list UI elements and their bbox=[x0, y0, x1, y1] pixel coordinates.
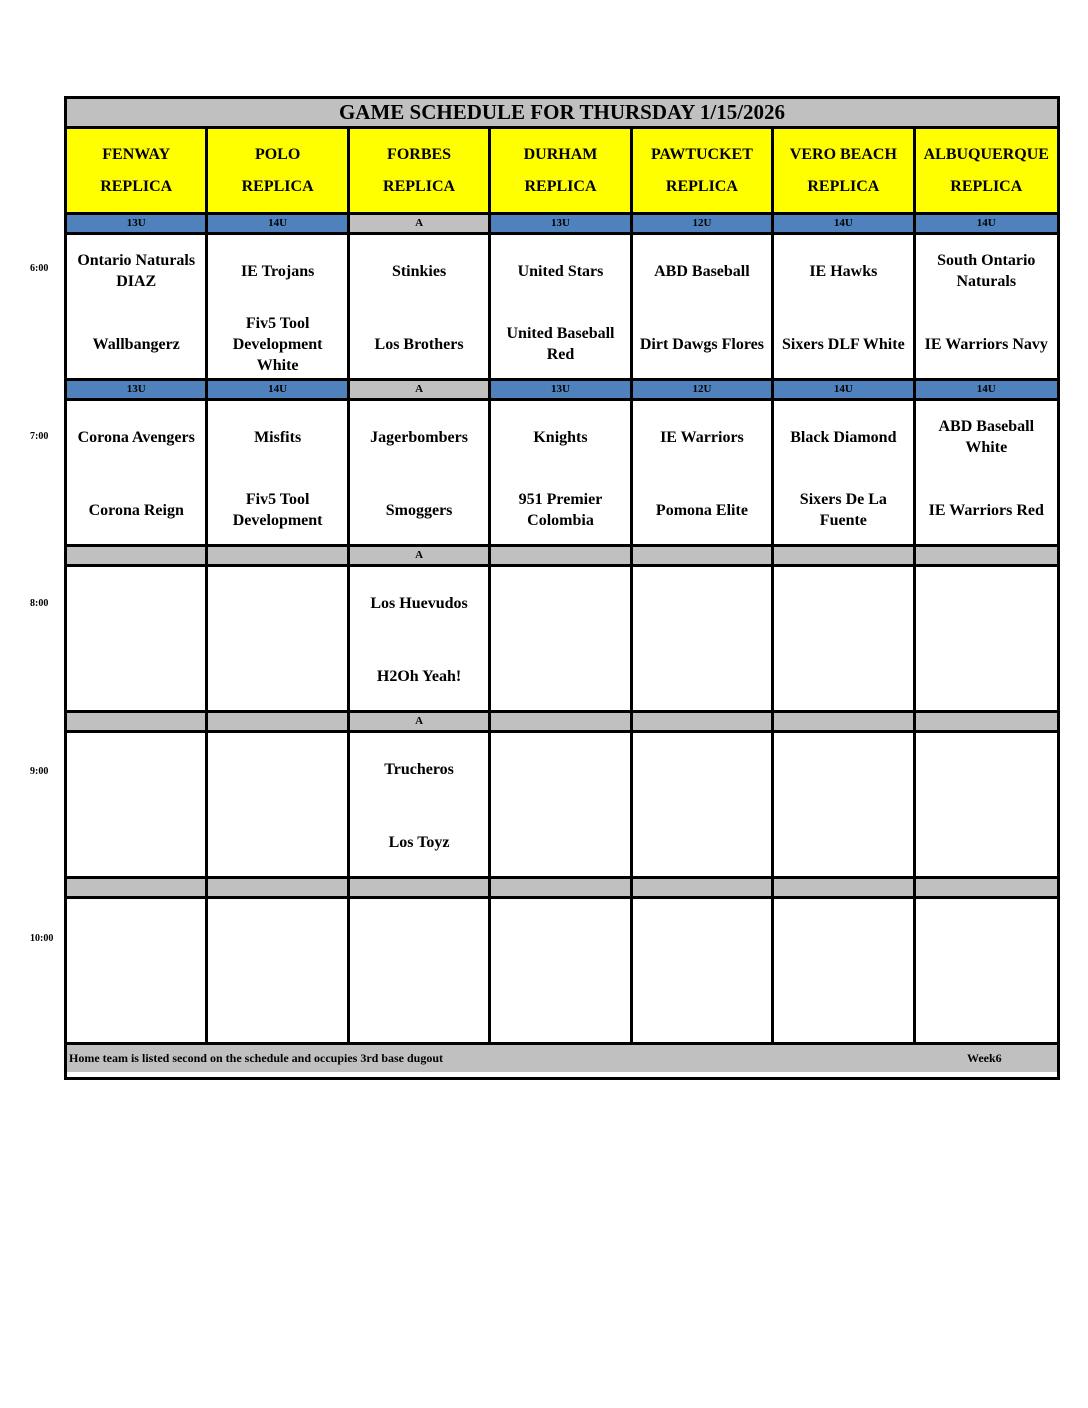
home-team bbox=[491, 643, 629, 709]
game-cell bbox=[774, 401, 915, 547]
game-cell bbox=[633, 733, 774, 879]
home-team bbox=[774, 975, 912, 1041]
game-cell bbox=[491, 899, 632, 1045]
time-label-6pm: 6:00 bbox=[30, 263, 49, 274]
division-cell bbox=[774, 713, 915, 733]
home-team bbox=[67, 975, 205, 1041]
home-team bbox=[491, 809, 629, 875]
game-cell bbox=[67, 235, 208, 381]
game-cell bbox=[208, 899, 349, 1045]
footer-note: Home team is listed second on the schedule and occupies 3rd base dugout bbox=[69, 1051, 444, 1065]
home-team: United Baseball Red bbox=[506, 325, 615, 363]
field-name: POLO bbox=[254, 145, 301, 163]
home-team: Smoggers bbox=[385, 501, 453, 519]
home-team bbox=[67, 809, 205, 875]
home-team bbox=[491, 975, 629, 1041]
division-cell: 14U bbox=[208, 215, 349, 235]
away-team: Los Huevudos bbox=[370, 594, 468, 612]
away-team bbox=[633, 570, 771, 636]
division-cell bbox=[633, 547, 774, 567]
division-cell: 14U bbox=[774, 381, 915, 401]
away-team: IE Hawks bbox=[809, 262, 878, 280]
field-name: ALBUQUERQUE bbox=[923, 145, 1049, 163]
division-cell: A bbox=[350, 215, 491, 235]
away-team: IE Warriors bbox=[660, 428, 744, 446]
division-cell bbox=[491, 713, 632, 733]
away-team bbox=[350, 902, 488, 968]
field-name: PAWTUCKET bbox=[650, 145, 753, 163]
division-cell bbox=[916, 713, 1057, 733]
division-cell: 12U bbox=[633, 381, 774, 401]
game-cell bbox=[208, 235, 349, 381]
home-team bbox=[633, 643, 771, 709]
away-team: Stinkies bbox=[391, 262, 447, 280]
field-header bbox=[491, 129, 632, 215]
division-cell: 14U bbox=[208, 381, 349, 401]
home-team: Fiv5 Tool Development bbox=[232, 491, 323, 529]
division-cell bbox=[208, 713, 349, 733]
home-team bbox=[208, 809, 346, 875]
division-cell bbox=[491, 547, 632, 567]
game-cell bbox=[208, 567, 349, 713]
division-cell bbox=[916, 547, 1057, 567]
division-cell: A bbox=[350, 381, 491, 401]
away-team bbox=[774, 902, 912, 968]
away-team bbox=[916, 736, 1057, 802]
away-team: IE Trojans bbox=[240, 262, 315, 280]
home-team bbox=[350, 975, 488, 1041]
away-team: Trucheros bbox=[384, 760, 454, 778]
division-cell bbox=[67, 547, 208, 567]
home-team: Fiv5 Tool Development White bbox=[232, 314, 323, 374]
game-cell bbox=[774, 733, 915, 879]
away-team: Black Diamond bbox=[790, 428, 897, 446]
division-cell bbox=[350, 879, 491, 899]
home-team: Los Brothers bbox=[374, 335, 464, 353]
game-cell bbox=[350, 899, 491, 1045]
division-cell bbox=[67, 879, 208, 899]
game-cell bbox=[916, 733, 1057, 879]
home-team bbox=[633, 975, 771, 1041]
game-cell bbox=[350, 567, 491, 713]
division-cell: 12U bbox=[633, 215, 774, 235]
game-cell bbox=[916, 401, 1057, 547]
away-team: ABD Baseball White bbox=[938, 418, 1035, 456]
division-cell: A bbox=[350, 547, 491, 567]
field-subtitle: REPLICA bbox=[524, 177, 597, 195]
game-cell bbox=[916, 567, 1057, 713]
away-team bbox=[208, 902, 346, 968]
home-team bbox=[67, 643, 205, 709]
field-name: FORBES bbox=[387, 145, 452, 163]
game-cell bbox=[208, 733, 349, 879]
time-label-7pm: 7:00 bbox=[30, 431, 49, 442]
game-cell bbox=[774, 567, 915, 713]
game-cell bbox=[633, 401, 774, 547]
away-team bbox=[491, 902, 629, 968]
home-team: Los Toyz bbox=[388, 833, 450, 851]
time-column bbox=[0, 0, 64, 1408]
away-team: United Stars bbox=[517, 262, 604, 280]
schedule-title: GAME SCHEDULE FOR THURSDAY 1/15/2026 bbox=[67, 99, 1057, 129]
away-team bbox=[491, 736, 629, 802]
game-cell bbox=[67, 733, 208, 879]
field-header bbox=[774, 129, 915, 215]
game-cell bbox=[774, 235, 915, 381]
away-team bbox=[208, 736, 346, 802]
schedule-table bbox=[64, 96, 1060, 1080]
field-header bbox=[67, 129, 208, 215]
game-cell bbox=[491, 235, 632, 381]
field-header bbox=[208, 129, 349, 215]
away-team bbox=[491, 570, 629, 636]
game-cell bbox=[67, 401, 208, 547]
home-team: IE Warriors Red bbox=[928, 501, 1044, 519]
home-team: 951 Premier Colombia bbox=[518, 491, 603, 529]
game-cell bbox=[774, 899, 915, 1045]
home-team bbox=[774, 643, 912, 709]
game-cell bbox=[67, 567, 208, 713]
away-team bbox=[916, 570, 1057, 636]
away-team bbox=[633, 902, 771, 968]
time-label-9pm: 9:00 bbox=[30, 766, 49, 777]
field-name: VERO BEACH bbox=[789, 145, 897, 163]
home-team: Dirt Dawgs Flores bbox=[639, 335, 764, 353]
away-team bbox=[916, 902, 1057, 968]
division-cell bbox=[774, 547, 915, 567]
division-cell bbox=[491, 879, 632, 899]
home-team: Wallbangerz bbox=[92, 335, 180, 353]
game-cell bbox=[350, 235, 491, 381]
away-team: ABD Baseball bbox=[654, 262, 750, 280]
away-team: Misfits bbox=[254, 428, 302, 446]
field-header bbox=[633, 129, 774, 215]
division-cell: 13U bbox=[491, 215, 632, 235]
division-cell bbox=[916, 879, 1057, 899]
home-team bbox=[208, 975, 346, 1041]
division-cell: 14U bbox=[916, 215, 1057, 235]
home-team: H2Oh Yeah! bbox=[376, 667, 462, 685]
division-cell: 13U bbox=[67, 381, 208, 401]
game-cell bbox=[916, 235, 1057, 381]
home-team: Pomona Elite bbox=[655, 501, 748, 519]
time-label-10pm: 10:00 bbox=[30, 933, 54, 944]
field-name: FENWAY bbox=[102, 145, 171, 163]
division-cell bbox=[208, 879, 349, 899]
away-team: Corona Avengers bbox=[77, 428, 195, 446]
game-cell bbox=[208, 401, 349, 547]
away-team bbox=[774, 736, 912, 802]
division-cell bbox=[208, 547, 349, 567]
division-cell bbox=[633, 713, 774, 733]
game-cell bbox=[491, 401, 632, 547]
game-cell bbox=[633, 899, 774, 1045]
away-team bbox=[67, 736, 205, 802]
field-header bbox=[916, 129, 1057, 215]
game-cell bbox=[633, 235, 774, 381]
home-team bbox=[916, 643, 1057, 709]
division-cell bbox=[633, 879, 774, 899]
schedule-footer bbox=[67, 1045, 1057, 1072]
home-team: Sixers De La Fuente bbox=[799, 491, 887, 529]
home-team bbox=[916, 809, 1057, 875]
game-cell bbox=[491, 567, 632, 713]
game-cell bbox=[67, 899, 208, 1045]
home-team: IE Warriors Navy bbox=[924, 335, 1048, 353]
division-cell: 13U bbox=[491, 381, 632, 401]
division-cell: 14U bbox=[774, 215, 915, 235]
field-subtitle: REPLICA bbox=[665, 177, 738, 195]
home-team bbox=[774, 809, 912, 875]
field-subtitle: REPLICA bbox=[383, 177, 456, 195]
away-team bbox=[67, 902, 205, 968]
field-subtitle: REPLICA bbox=[100, 177, 173, 195]
division-cell bbox=[67, 713, 208, 733]
time-label-8pm: 8:00 bbox=[30, 598, 49, 609]
home-team: Sixers DLF White bbox=[782, 335, 905, 353]
division-cell: 13U bbox=[67, 215, 208, 235]
game-cell bbox=[350, 733, 491, 879]
week-label: Week6 bbox=[967, 1051, 1002, 1065]
home-team bbox=[208, 643, 346, 709]
away-team: South Ontario Naturals bbox=[937, 252, 1036, 290]
away-team: Ontario Naturals DIAZ bbox=[77, 252, 196, 290]
division-cell bbox=[774, 879, 915, 899]
field-subtitle: REPLICA bbox=[807, 177, 880, 195]
away-team bbox=[774, 570, 912, 636]
away-team: Jagerbombers bbox=[370, 428, 468, 446]
game-cell bbox=[633, 567, 774, 713]
away-team bbox=[633, 736, 771, 802]
away-team bbox=[67, 570, 205, 636]
division-cell: 14U bbox=[916, 381, 1057, 401]
field-subtitle: REPLICA bbox=[950, 177, 1023, 195]
field-header bbox=[350, 129, 491, 215]
game-cell bbox=[491, 733, 632, 879]
game-cell bbox=[916, 899, 1057, 1045]
field-name: DURHAM bbox=[523, 145, 598, 163]
away-team bbox=[208, 570, 346, 636]
home-team: Corona Reign bbox=[88, 501, 184, 519]
field-subtitle: REPLICA bbox=[241, 177, 314, 195]
home-team bbox=[916, 975, 1057, 1041]
away-team: Knights bbox=[533, 428, 588, 446]
division-cell: A bbox=[350, 713, 491, 733]
game-cell bbox=[350, 401, 491, 547]
home-team bbox=[633, 809, 771, 875]
